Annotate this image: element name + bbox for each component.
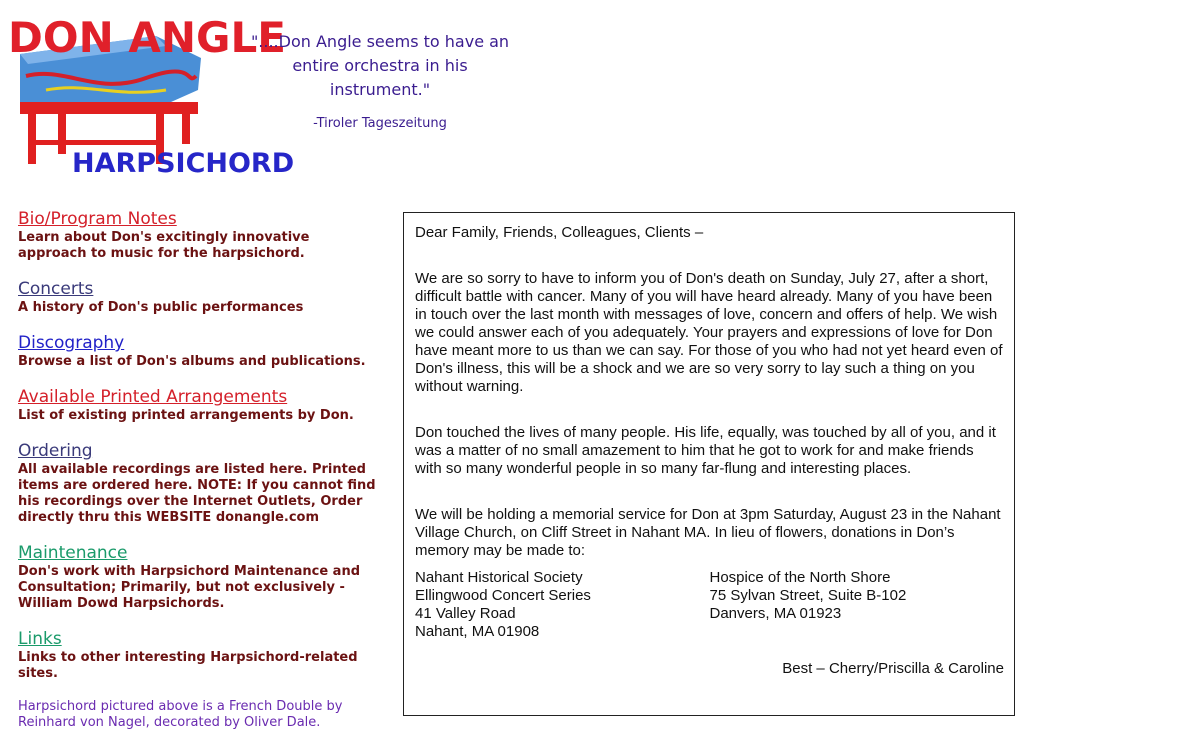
nav-link-maintenance[interactable]: Maintenance <box>18 543 128 563</box>
letter-signature: Best – Cherry/Priscilla & Caroline <box>782 660 1004 677</box>
nav-item-bio <box>18 209 380 262</box>
address-line: Nahant Historical Society <box>415 569 583 586</box>
harpsichord-illustration <box>6 6 295 179</box>
letter-paragraph-2: Don touched the lives of many people. His life, equally, was touched by all of you, and it was a matter of no small amazement to him that he got to work for and make friends with so many wonderful people in so many far-flung and interesting places. <box>415 424 996 477</box>
address-line: Danvers, MA 01923 <box>709 605 842 622</box>
quote-source: -Tiroler Tageszeitung <box>313 116 447 131</box>
letter-greeting: Dear Family, Friends, Colleagues, Clients – <box>415 224 704 241</box>
memorial-letter <box>403 212 1015 716</box>
nav-item-concerts <box>18 279 380 316</box>
nav-desc-arrangements: List of existing printed arrangements by Don. <box>18 408 354 423</box>
nav-link-ordering[interactable]: Ordering <box>18 441 93 461</box>
letter-paragraph-1: We are so sorry to have to inform you of Don's death on Sunday, July 27, after a short, difficult battle with cancer. Many of you will have heard already. Many of you have been in touch over the last month with messages of love, concern and offers of help. We wish we could answer each of you adequately. Your prayers and expressions of love for Don have meant more to us than we can say. For those of you who had not yet heard even of Don's illness, this will be a shock and we are so very sorry to lay such a thing on you without warning. <box>415 270 1003 395</box>
address-line: Nahant, MA 01908 <box>415 623 540 640</box>
quote-line-1: "....Don Angle seems to have an <box>250 32 510 51</box>
nav-desc-links: Links to other interesting Harpsichord-related sites. <box>18 650 358 681</box>
nav-item-maintenance <box>18 543 380 612</box>
don-angle-harpsichord-logo <box>6 6 295 179</box>
nav-item-links <box>18 629 380 682</box>
logo-title-bottom: HARPSICHORD <box>72 148 295 179</box>
press-quote <box>244 30 516 131</box>
address-hospice <box>710 569 1005 641</box>
donation-addresses <box>415 569 1004 641</box>
quote-line-2: entire orchestra in his <box>292 56 468 75</box>
address-line: 41 Valley Road <box>415 605 516 622</box>
harpsichord-credit: Harpsichord pictured above is a French Double by Reinhard von Nagel, decorated by Oliver Dale. <box>18 699 343 730</box>
nav-link-bio[interactable]: Bio/Program Notes <box>18 209 177 229</box>
nav-item-arrangements <box>18 387 380 424</box>
address-line: 75 Sylvan Street, Suite B-102 <box>709 587 907 604</box>
nav-desc-concerts: A history of Don's public performances <box>18 300 304 315</box>
address-line: Hospice of the North Shore <box>709 569 891 586</box>
letter-paragraph-3: We will be holding a memorial service for Don at 3pm Saturday, August 23 in the Nahant Village Church, on Cliff Street in Nahant MA. In lieu of flowers, donations in Don’s memory may be made to: <box>415 506 1001 559</box>
nav-desc-maintenance: Don's work with Harpsichord Maintenance and Consultation; Primarily, but not exclusively - William Dowd Harpsichords. <box>18 564 361 611</box>
address-nahant-historical <box>415 569 710 641</box>
logo-title-top: DON ANGLE <box>8 13 286 62</box>
nav-link-concerts[interactable]: Concerts <box>18 279 94 299</box>
nav-desc-discography: Browse a list of Don's albums and publications. <box>18 354 366 369</box>
nav-desc-ordering: All available recordings are listed here. Printed items are ordered here. NOTE: If you cannot find his recordings over the Internet Outlets, Order directly thru this WEBSITE donangle.com <box>18 462 376 525</box>
quote-line-3: instrument." <box>329 80 431 99</box>
nav-link-links[interactable]: Links <box>18 629 62 649</box>
quote-text <box>244 30 516 102</box>
nav-desc-bio: Learn about Don's excitingly innovative approach to music for the harpsichord. <box>18 230 310 261</box>
nav-item-discography <box>18 333 380 370</box>
address-line: Ellingwood Concert Series <box>415 587 591 604</box>
nav-link-discography[interactable]: Discography <box>18 333 125 353</box>
nav-link-arrangements[interactable]: Available Printed Arrangements <box>18 387 288 407</box>
nav-item-ordering <box>18 441 380 526</box>
site-navigation <box>18 209 380 731</box>
